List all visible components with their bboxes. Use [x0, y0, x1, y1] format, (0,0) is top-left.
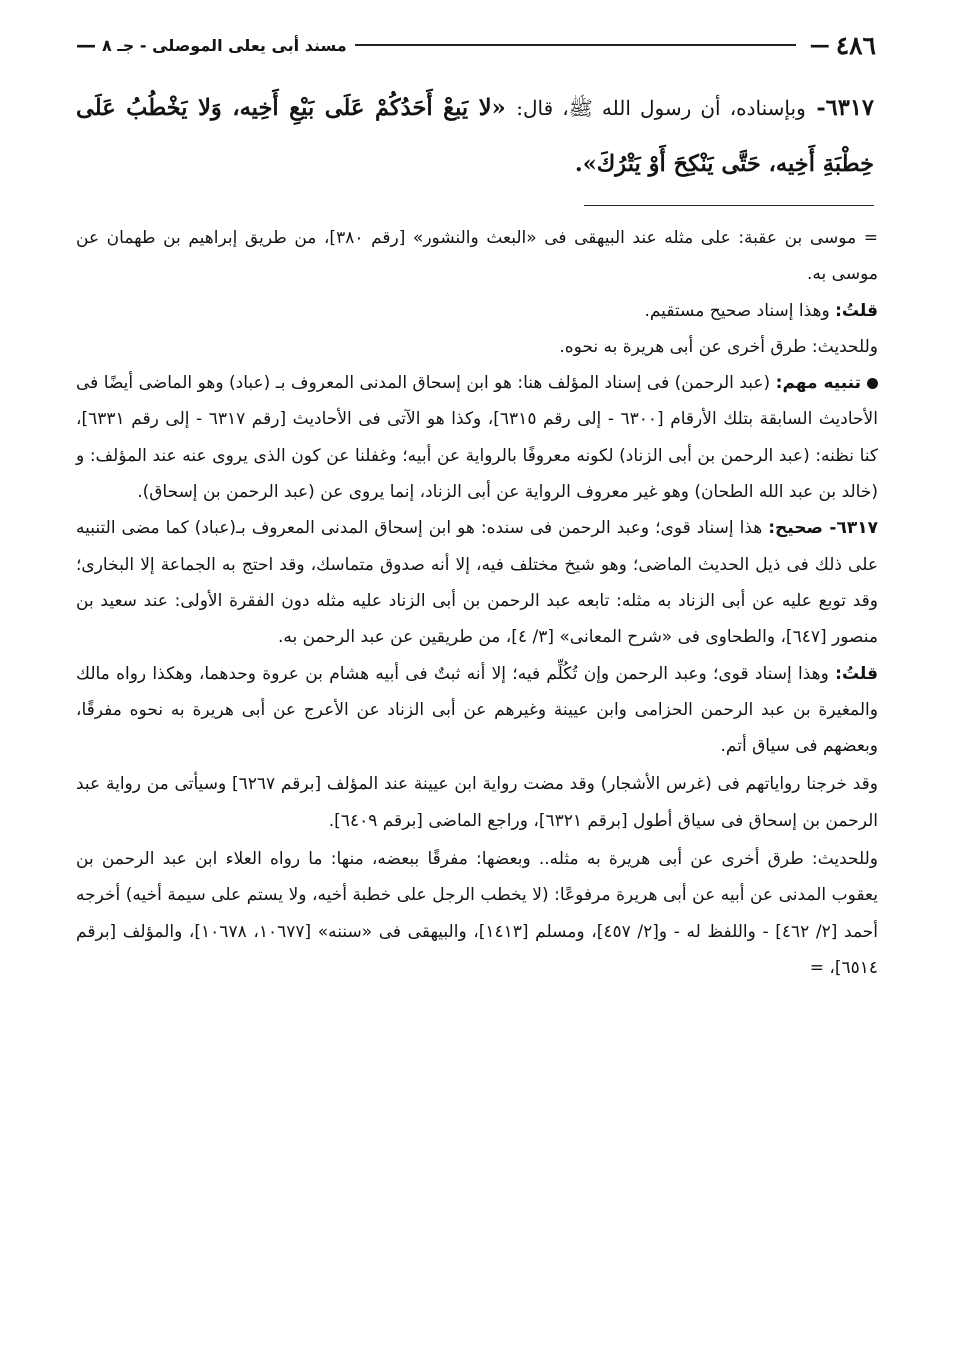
- running-header: [70, 28, 876, 62]
- hadith-intro: وبإسناده، أن رسول الله ﷺ، قال:: [516, 96, 806, 120]
- header-dash-end: —: [76, 33, 96, 57]
- note-paragraph: قلتُ: وهذا إسناد قوى؛ وعبد الرحمن وإن تُكُلِّم فيه؛ إلا أنه ثبتٌ فى أبيه هشام بن عروة وحدهما، وهكذا رواه مالك والمغيرة بن عبد الرحمن الحزامى وابن عيينة وغيرهم عن أبى الزناد عن الأعرج عن أبى هريرة به نحوه مفرقًا، وبعضهم فى سياق أتم.: [76, 663, 879, 757]
- header-rule: [355, 44, 796, 46]
- hadith-matn: «لا يَبعْ أَحَدُكُمْ عَلَى بَيْعِ أَخِيه، وَلا يَخْطُبُ عَلَى خِطْبَةِ أَخِيه، حَتَّى يَنْكِحَ أَوْ يَتْرُكَ».: [76, 95, 874, 177]
- note-paragraph: قلتُ: وهذا إسناد صحيح مستقيم.: [644, 300, 878, 321]
- hadith-text: [76, 80, 874, 192]
- bullet-icon: [867, 378, 878, 389]
- note-label: تنبيه مهم:: [775, 373, 862, 394]
- footnote-separator: [584, 205, 874, 206]
- note-label: قلتُ:: [835, 663, 879, 684]
- note-paragraph: = موسى بن عقبة: على مثله عند البيهقى فى «البعث والنشور» [رقم ٣٨٠]، من طريق إبراهيم بن طهمان عن موسى به.: [76, 228, 878, 285]
- book-title: مسند أبى يعلى الموصلى - جـ ٨: [102, 35, 347, 55]
- header-dash: —: [809, 33, 830, 57]
- note-paragraph: ٦٣١٧- صحيح: هذا إسناد قوى؛ وعبد الرحمن فى سنده: هو ابن إسحاق المدنى المعروف بـ(عباد) كما مضى التنبيه على ذلك فى ذيل الحديث الماضى؛ وهو شيخ مختلف فيه، إلا أنه صدوق متماسك، وقد احتج به الجماعة إلا البخارى؛ وقد توبع عليه عن أبى الزناد به مثله: تابعه عبد الرحمن بن أبى الزناد عليه مثله دون الفقرة الأولى: عند سعيد بن منصور [٦٤٧]، والطحاوى فى «شرح المعانى» [٣/ ٤]، من طريقين عن عبد الرحمن به.: [76, 518, 878, 648]
- page-number: ٤٨٦: [835, 30, 876, 60]
- note-paragraph: وللحديث: طرق أخرى عن أبى هريرة به مثله.. وبعضها: مفرقًا ببعضه، منها: ما رواه العلاء ابن عبد الرحمن بن يعقوب المدنى عن أبيه عن أبى هريرة مرفوعًا: (لا يخطب الرجل على خطبة أخيه، ولا يستم على سيمة أخيه) أخرجه أحمد [٢/ ٤٦٢] - واللفظ له - و[٢/ ٤٥٧]، ومسلم [١٤١٣]، والبيهقى فى «سننه» [١٠٦٧٧، ١٠٦٧٨]، والمؤلف [برقم ٦٥١٤]، =: [76, 849, 878, 978]
- note-label: قلتُ:: [835, 300, 878, 321]
- footnotes: [76, 220, 878, 986]
- note-paragraph: وقد خرجنا رواياتهم فى (غرس الأشجار) وقد مضت رواية ابن عيينة عند المؤلف [برقم ٦٢٦٧] وسيأتى من رواية عبد الرحمن بن إسحاق فى سياق أطول [برقم ٦٣٢١]، وراجع الماضى [برقم ٦٤٠٩].: [76, 774, 878, 831]
- note-label: ٦٣١٧- صحيح:: [768, 518, 878, 539]
- note-paragraph: تنبيه مهم: (عبد الرحمن) فى إسناد المؤلف هنا: هو ابن إسحاق المدنى المعروف بـ (عباد) وهو الماضى أيضًا فى الأحاديث السابقة بتلك الأرقام [٦٣٠٠ - إلى رقم ٦٣١٥]، وكذا هو الآتى فى الأحاديث [رقم ٦٣١٧ - إلى رقم ٦٣٣١]، كنا نظنه: (عبد الرحمن بن أبى الزناد) لكونه معروفًا بالرواية عن أبيه؛ وغفلنا عن كون الذى يروى عنه عند المؤلف: و (خالد بن عبد الله الطحان) وهو غير معروف الرواية عن أبى الزناد، إنما يروى عن (عبد الرحمن بن إسحاق).: [76, 373, 878, 503]
- hadith-number: ٦٣١٧-: [816, 95, 874, 121]
- note-paragraph: وللحديث: طرق أخرى عن أبى هريرة به نحوه.: [559, 336, 878, 357]
